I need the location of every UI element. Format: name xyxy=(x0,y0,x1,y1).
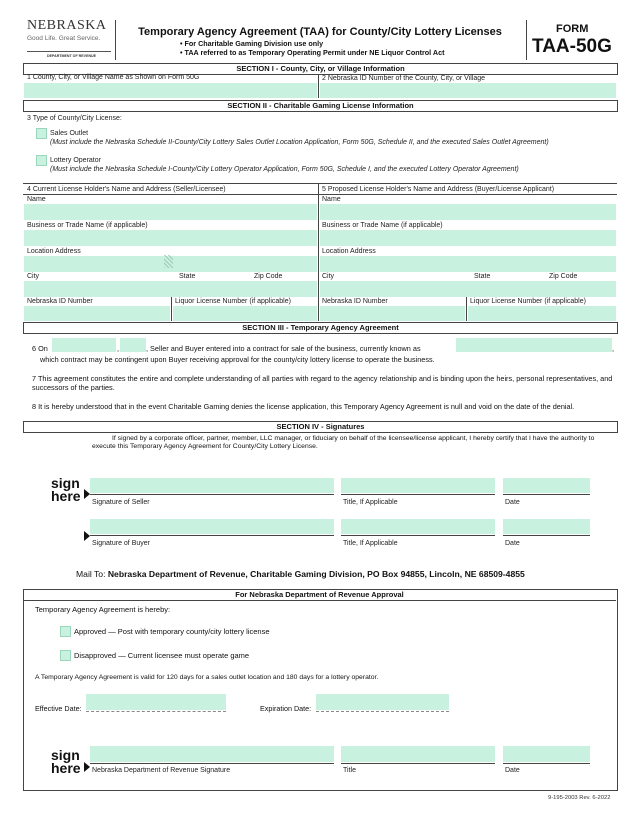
logo-dept: DEPARTMENT OF REVENUE xyxy=(47,54,97,58)
nebraska-logo xyxy=(27,18,112,58)
buyer-signature-label: Signature of Buyer xyxy=(92,540,150,547)
seller-business-input[interactable] xyxy=(24,230,317,246)
dept-date-input[interactable] xyxy=(503,746,590,762)
buyer-date-label: Date xyxy=(505,540,520,547)
seller-date-label: Date xyxy=(505,499,520,506)
seller-liquor-label: Liquor License Number (if applicable) xyxy=(175,298,291,305)
buyer-state-label: State xyxy=(474,273,491,280)
disapproved-label: Disapproved — Current licensee must operate game xyxy=(74,651,250,660)
dept-date-label: Date xyxy=(505,767,520,774)
para-8: 8 It is hereby understood that in the event Charitable Gaming denies the license application, this Temporary Agency Agreement is null and void on the date of the denial. xyxy=(32,402,575,411)
license-type-label: 3 Type of County/City License: xyxy=(27,115,122,122)
expiration-date-input[interactable] xyxy=(316,694,449,710)
sales-outlet-checkbox[interactable] xyxy=(36,128,47,139)
section-2-heading: SECTION II - Charitable Gaming License Information xyxy=(23,100,618,112)
lottery-operator-label: Lottery Operator xyxy=(50,157,101,164)
form-revision-code: 9-195-2003 Rev. 6-2022 xyxy=(548,795,611,801)
field-2-label: 2 Nebraska ID Number of the County, City, or Village xyxy=(322,75,486,82)
mail-to: Mail To: Nebraska Department of Revenue, Charitable Gaming Division, PO Box 94855, Lincoln, NE 68509-4855 xyxy=(76,569,525,579)
seller-title-label: Title, If Applicable xyxy=(343,499,398,506)
seller-name-label: Name xyxy=(27,196,46,203)
buyer-location-label: Location Address xyxy=(322,248,376,255)
buyer-ne-id-input[interactable] xyxy=(320,306,465,321)
form-label: FORM xyxy=(556,23,589,35)
seller-business-label: Business or Trade Name (if applicable) xyxy=(27,222,148,229)
approved-checkbox[interactable] xyxy=(60,626,71,637)
seller-liquor-input[interactable] xyxy=(173,306,317,321)
signature-intro: If signed by a corporate officer, partner, member, LLC manager, or fiduciary on behalf of the licensee/license applicant, I hereby certify that I have the authority to execute this Temporary Agency Agreement for County/City Lottery License. xyxy=(92,435,595,450)
current-holder-label: 4 Current License Holder's Name and Address (Seller/Licensee) xyxy=(27,186,226,193)
sales-outlet-note: (Must include the Nebraska Schedule II-County/City Lottery Sales Outlet Location Application, Form 50G, Schedule II, and the executed Sales Outlet Agreement) xyxy=(50,139,549,146)
effective-date-input[interactable] xyxy=(86,694,226,710)
section-4-heading: SECTION IV - Signatures xyxy=(23,421,618,433)
approved-label: Approved — Post with temporary county/city lottery license xyxy=(74,627,270,636)
sign-here-marker: sign here xyxy=(51,747,81,776)
contract-date-month-input[interactable] xyxy=(52,338,116,352)
buyer-liquor-label: Liquor License Number (if applicable) xyxy=(470,298,586,305)
form-number: TAA-50G xyxy=(532,36,612,57)
seller-location-label: Location Address xyxy=(27,248,81,255)
buyer-name-label: Name xyxy=(322,196,341,203)
dept-signature-input[interactable] xyxy=(90,746,334,762)
sales-outlet-label: Sales Outlet xyxy=(50,130,89,137)
para-7: 7 This agreement constitutes the entire and complete understanding of all parties with regard to the agency relationship and is binding upon the heirs, personal representatives, and successors of the parties. xyxy=(32,374,613,392)
dept-signature-label: Nebraska Department of Revenue Signature xyxy=(92,767,231,774)
seller-signature-label: Signature of Seller xyxy=(92,499,150,506)
seller-signature-input[interactable] xyxy=(90,478,334,493)
buyer-city-input[interactable] xyxy=(320,281,616,297)
header-bullet-2: • TAA referred to as Temporary Operating Permit under NE Liquor Control Act xyxy=(180,48,445,57)
seller-city-input[interactable] xyxy=(24,281,317,297)
buyer-ne-id-label: Nebraska ID Number xyxy=(322,298,388,305)
effective-date-label: Effective Date: xyxy=(35,704,82,713)
buyer-title-label: Title, If Applicable xyxy=(343,540,398,547)
logo-name: NEBRASKA xyxy=(27,18,107,33)
section-3-heading: SECTION III - Temporary Agency Agreement xyxy=(23,322,618,334)
buyer-signature-input[interactable] xyxy=(90,519,334,534)
lottery-operator-note: (Must include the Nebraska Schedule I-County/City Lottery Operator Application, Form 50G, Schedule I, and the executed Lottery Operator Agreement) xyxy=(50,166,519,173)
disapproved-checkbox[interactable] xyxy=(60,650,71,661)
buyer-business-label: Business or Trade Name (if applicable) xyxy=(322,222,443,229)
buyer-date-input[interactable] xyxy=(503,519,590,534)
dept-title-label: Title xyxy=(343,767,356,774)
para-6-middle: , Seller and Buyer entered into a contract for sale of the business, currently known as xyxy=(146,344,421,353)
contract-date-day-input[interactable] xyxy=(120,338,146,352)
seller-state-label: State xyxy=(179,273,196,280)
seller-title-input[interactable] xyxy=(341,478,495,493)
seller-date-input[interactable] xyxy=(503,478,590,493)
approval-heading: For Nebraska Department of Revenue Approval xyxy=(23,589,616,601)
para-6-start: 6 On xyxy=(32,344,48,353)
seller-city-label: City xyxy=(27,273,40,280)
buyer-location-input[interactable] xyxy=(320,256,616,272)
seller-zip-label: Zip Code xyxy=(254,273,283,280)
seller-ne-id-label: Nebraska ID Number xyxy=(27,298,93,305)
proposed-holder-label: 5 Proposed License Holder's Name and Address (Buyer/License Applicant) xyxy=(322,186,555,193)
seller-name-input[interactable] xyxy=(24,204,317,220)
buyer-name-input[interactable] xyxy=(320,204,616,220)
scan-mark xyxy=(164,255,173,268)
approval-intro: Temporary Agency Agreement is hereby: xyxy=(35,605,171,614)
buyer-business-input[interactable] xyxy=(320,230,616,246)
dept-title-input[interactable] xyxy=(341,746,495,762)
buyer-title-input[interactable] xyxy=(341,519,495,534)
form-title: Temporary Agency Agreement (TAA) for County/City Lottery Licenses xyxy=(138,26,502,38)
logo-tagline: Good Life. Great Service. xyxy=(27,35,101,42)
field-1-label: 1 County, City, or Village Name as Shown on Form 50G xyxy=(27,74,200,81)
business-known-as-input[interactable] xyxy=(456,338,612,352)
para-6-end: which contract may be contingent upon Buyer receiving approval for the county/city lottery license to operate the business. xyxy=(40,355,435,364)
lottery-operator-checkbox[interactable] xyxy=(36,155,47,166)
buyer-zip-label: Zip Code xyxy=(549,273,578,280)
mail-address: Nebraska Department of Revenue, Charitable Gaming Division, PO Box 94855, Lincoln, NE 68509-4855 xyxy=(107,569,525,579)
header-bullet-1: • For Charitable Gaming Division use only xyxy=(180,39,324,48)
county-ne-id-input[interactable] xyxy=(320,83,616,98)
expiration-date-label: Expiration Date: xyxy=(260,704,312,713)
validity-note: A Temporary Agency Agreement is valid for 120 days for a sales outlet location and 180 days for a lottery operator. xyxy=(35,674,379,681)
sign-here-marker: sign here xyxy=(51,475,81,504)
seller-ne-id-input[interactable] xyxy=(24,306,170,321)
buyer-city-label: City xyxy=(322,273,335,280)
section-1-heading: SECTION I - County, City, or Village Information xyxy=(23,63,618,75)
county-name-input[interactable] xyxy=(24,83,317,98)
buyer-liquor-input[interactable] xyxy=(468,306,616,321)
